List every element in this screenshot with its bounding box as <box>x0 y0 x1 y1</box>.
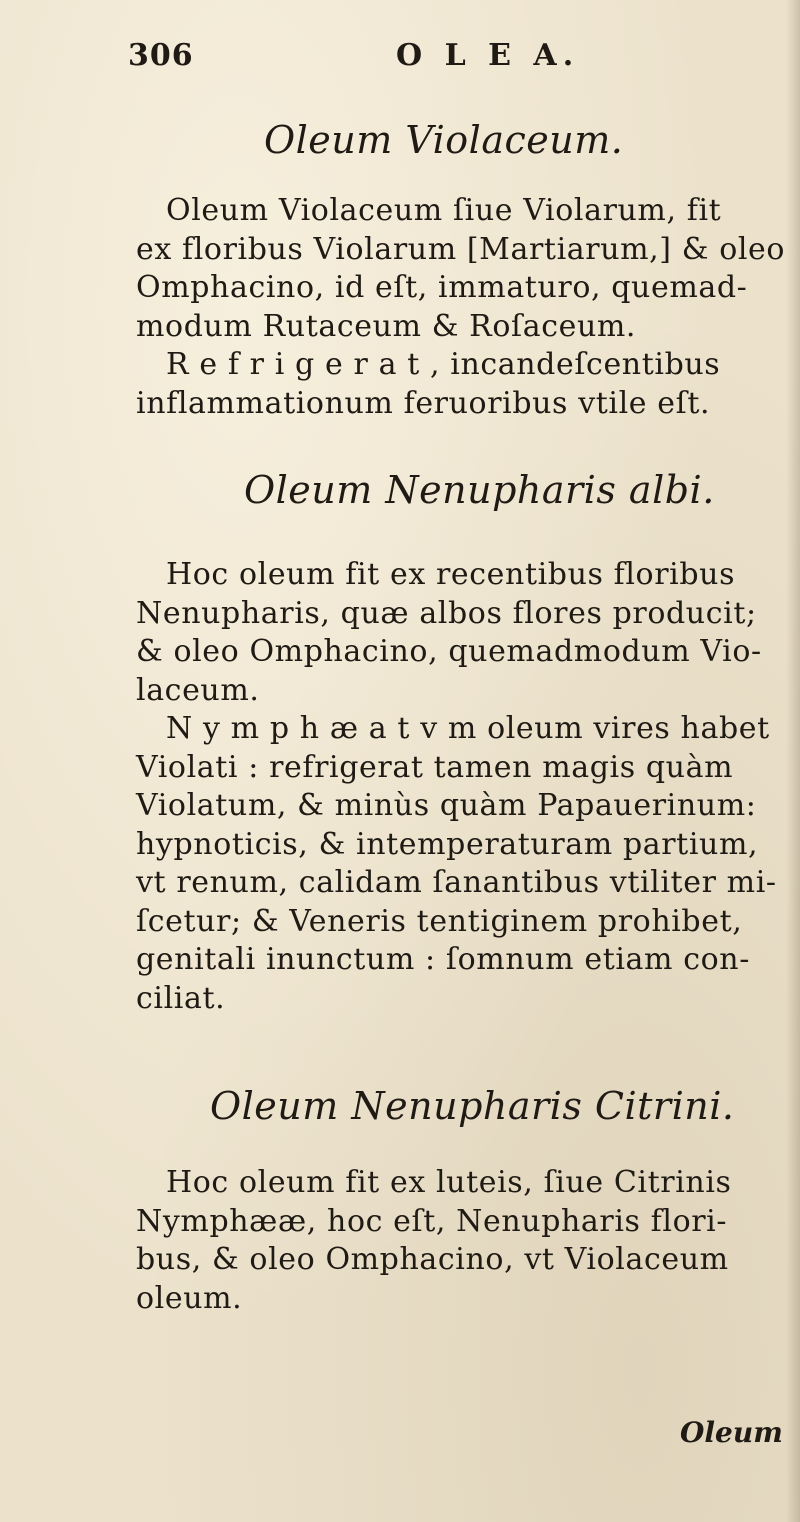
text-line: ciliat. <box>136 980 226 1016</box>
section-title-nenupharis-citrini: Oleum Nenupharis Citrini. <box>210 1084 735 1128</box>
text-line: vt renum, calidam ſanantibus vtiliter mi- <box>136 865 777 900</box>
text-line: Nenupharis, quæ albos flores producit; <box>136 595 757 631</box>
text-line: R e f r i g e r a t , incandeſcentibus <box>166 347 721 382</box>
text-line: N y m p h æ a t v m oleum vires habet <box>166 711 770 746</box>
text-line: Violati : refrigerat tamen magis quàm <box>136 749 734 785</box>
text-line: bus, & oleo Omphacino, vt Violaceum <box>136 1242 729 1277</box>
paragraph-nenupharis-citrini <box>136 1164 796 1318</box>
text-line: Hoc oleum fit ex recentibus floribus <box>166 557 736 592</box>
text-line: ſcetur; & Veneris tentiginem prohibet, <box>136 903 743 939</box>
text-line: Violatum, & minùs quàm Papauerinum: <box>136 788 757 823</box>
text-line: Nymphææ, hoc eſt, Nenupharis flori- <box>136 1203 728 1239</box>
text-line: laceum. <box>136 672 260 708</box>
text-line: & oleo Omphacino, quemadmodum Vio- <box>136 634 762 669</box>
page-header <box>128 38 688 82</box>
catchword: Oleum <box>680 1416 783 1449</box>
paragraph-nenupharis-albi <box>136 556 796 1018</box>
section-title-violaceum: Oleum Violaceum. <box>264 118 624 162</box>
text-line: Hoc oleum fit ex luteis, ſiue Citrinis <box>166 1165 732 1200</box>
text-line: ex floribus Violarum [Martiarum,] & oleo <box>136 231 786 267</box>
section-title-nenupharis-albi: Oleum Nenupharis albi. <box>244 468 715 512</box>
running-head: O L E A. <box>396 38 580 73</box>
text-line: inflammationum feruoribus vtile eſt. <box>136 385 711 421</box>
text-line: genitali inunctum : ſomnum etiam con- <box>136 942 750 977</box>
page-number: 306 <box>128 38 194 73</box>
text-line: hypnoticis, & intemperaturam partium, <box>136 826 759 862</box>
paragraph-violaceum <box>136 192 796 423</box>
text-line: oleum. <box>136 1280 243 1316</box>
text-line: Omphacino, id eſt, immaturo, quemad- <box>136 270 748 305</box>
text-line: Oleum Violaceum ſiue Violarum, fit <box>166 193 722 228</box>
text-line: modum Rutaceum & Roſaceum. <box>136 308 637 344</box>
